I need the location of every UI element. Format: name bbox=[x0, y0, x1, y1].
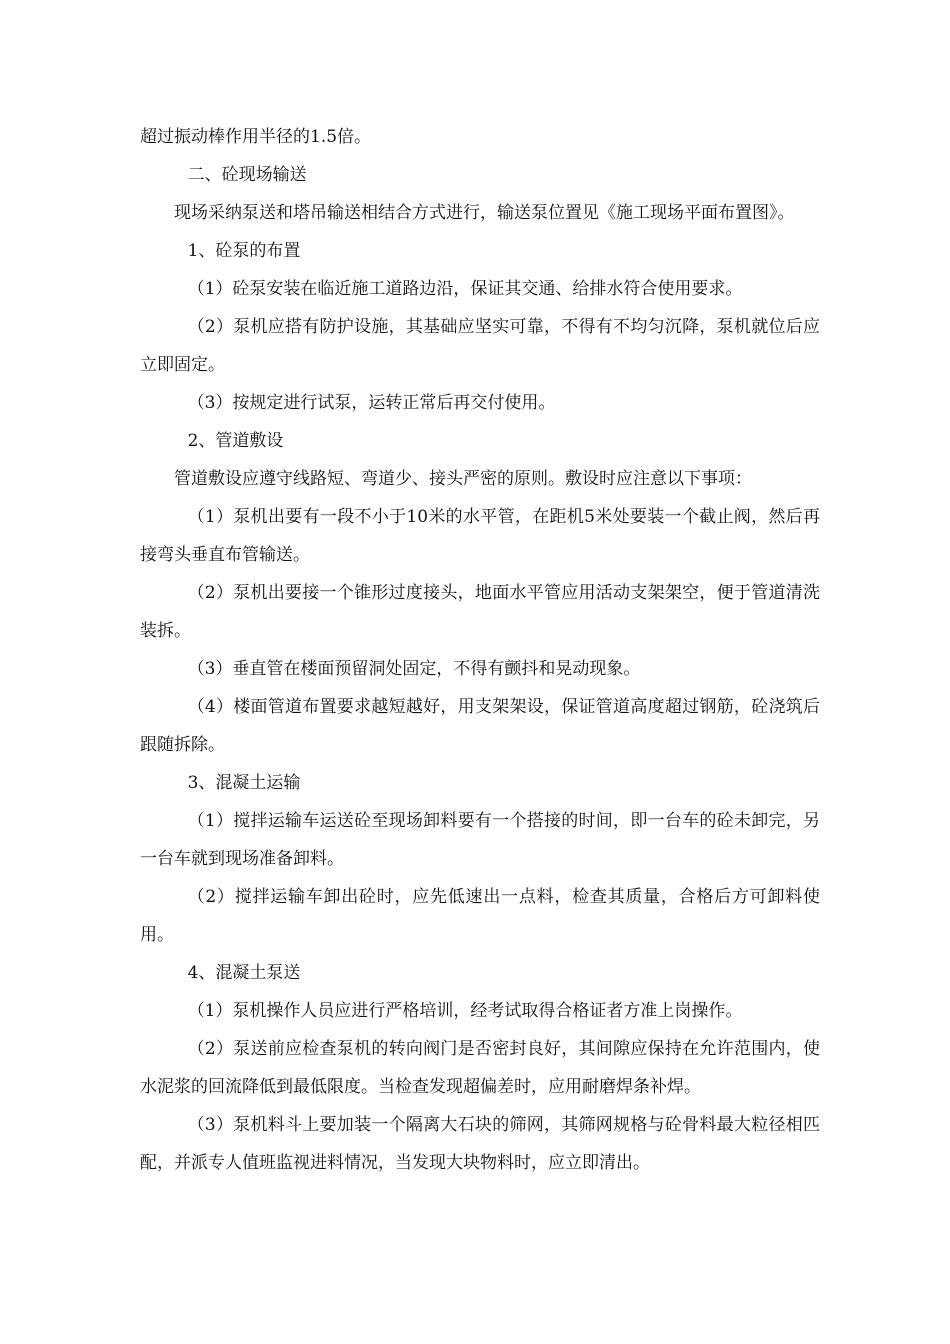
subsection-heading-4: 4、混凝土泵送 bbox=[187, 963, 301, 983]
list-item: （2）泵机出要接一个锥形过度接头，地面水平管应用活动支架架空，便于管道清洗装拆。 bbox=[140, 583, 820, 641]
list-item: （2）泵机应搭有防护设施，其基础应坚实可靠，不得有不均匀沉降，泵机就位后应立即固定。 bbox=[140, 317, 820, 375]
subsection-heading-2: 2、管道敷设 bbox=[187, 431, 284, 451]
paragraph: 现场采纳泵送和塔吊输送相结合方式进行，输送泵位置见《施工现场平面布置图》。 bbox=[174, 203, 795, 223]
list-item: （2）泵送前应检查泵机的转向阀门是否密封良好，其间隙应保持在允许范围内，使水泥浆的回流降低到最低限度。当检查发现超偏差时，应用耐磨焊条补焊。 bbox=[140, 1039, 820, 1097]
list-item: （2）搅拌运输车卸出砼时，应先低速出一点料，检查其质量，合格后方可卸料使用。 bbox=[140, 887, 820, 945]
paragraph: 管道敷设应遵守线路短、弯道少、接头严密的原则。敷设时应注意以下事项： bbox=[174, 469, 752, 489]
subsection-heading-3: 3、混凝土运输 bbox=[187, 773, 301, 793]
list-item: （3）垂直管在楼面预留洞处固定，不得有颤抖和晃动现象。 bbox=[187, 659, 641, 679]
list-item: （3）按规定进行试泵，运转正常后再交付使用。 bbox=[187, 393, 556, 413]
paragraph-continuation: 超过振动棒作用半径的1.5倍。 bbox=[140, 127, 372, 147]
list-item: （1）泵机出要有一段不小于10米的水平管，在距机5米处要装一个截止阀，然后再接弯头垂直布管输送。 bbox=[140, 507, 820, 565]
list-item: （4）楼面管道布置要求越短越好，用支架架设，保证管道高度超过钢筋，砼浇筑后跟随拆除。 bbox=[140, 697, 820, 755]
subsection-heading-1: 1、砼泵的布置 bbox=[187, 241, 301, 261]
section-heading-2: 二、砼现场输送 bbox=[187, 165, 307, 185]
list-item: （1）搅拌运输车运送砼至现场卸料要有一个搭接的时间，即一台车的砼未卸完，另一台车就到现场准备卸料。 bbox=[140, 811, 820, 869]
list-item: （1）砼泵安装在临近施工道路边沿，保证其交通、给排水符合使用要求。 bbox=[187, 279, 743, 299]
list-item: （3）泵机料斗上要加装一个隔离大石块的筛网，其筛网规格与砼骨料最大粒径相匹配，并派专人值班监视进料情况，当发现大块物料时，应立即清出。 bbox=[140, 1115, 820, 1173]
body-text bbox=[140, 118, 820, 1182]
list-item: （1）泵机操作人员应进行严格培训，经考试取得合格证者方准上岗操作。 bbox=[187, 1001, 743, 1021]
